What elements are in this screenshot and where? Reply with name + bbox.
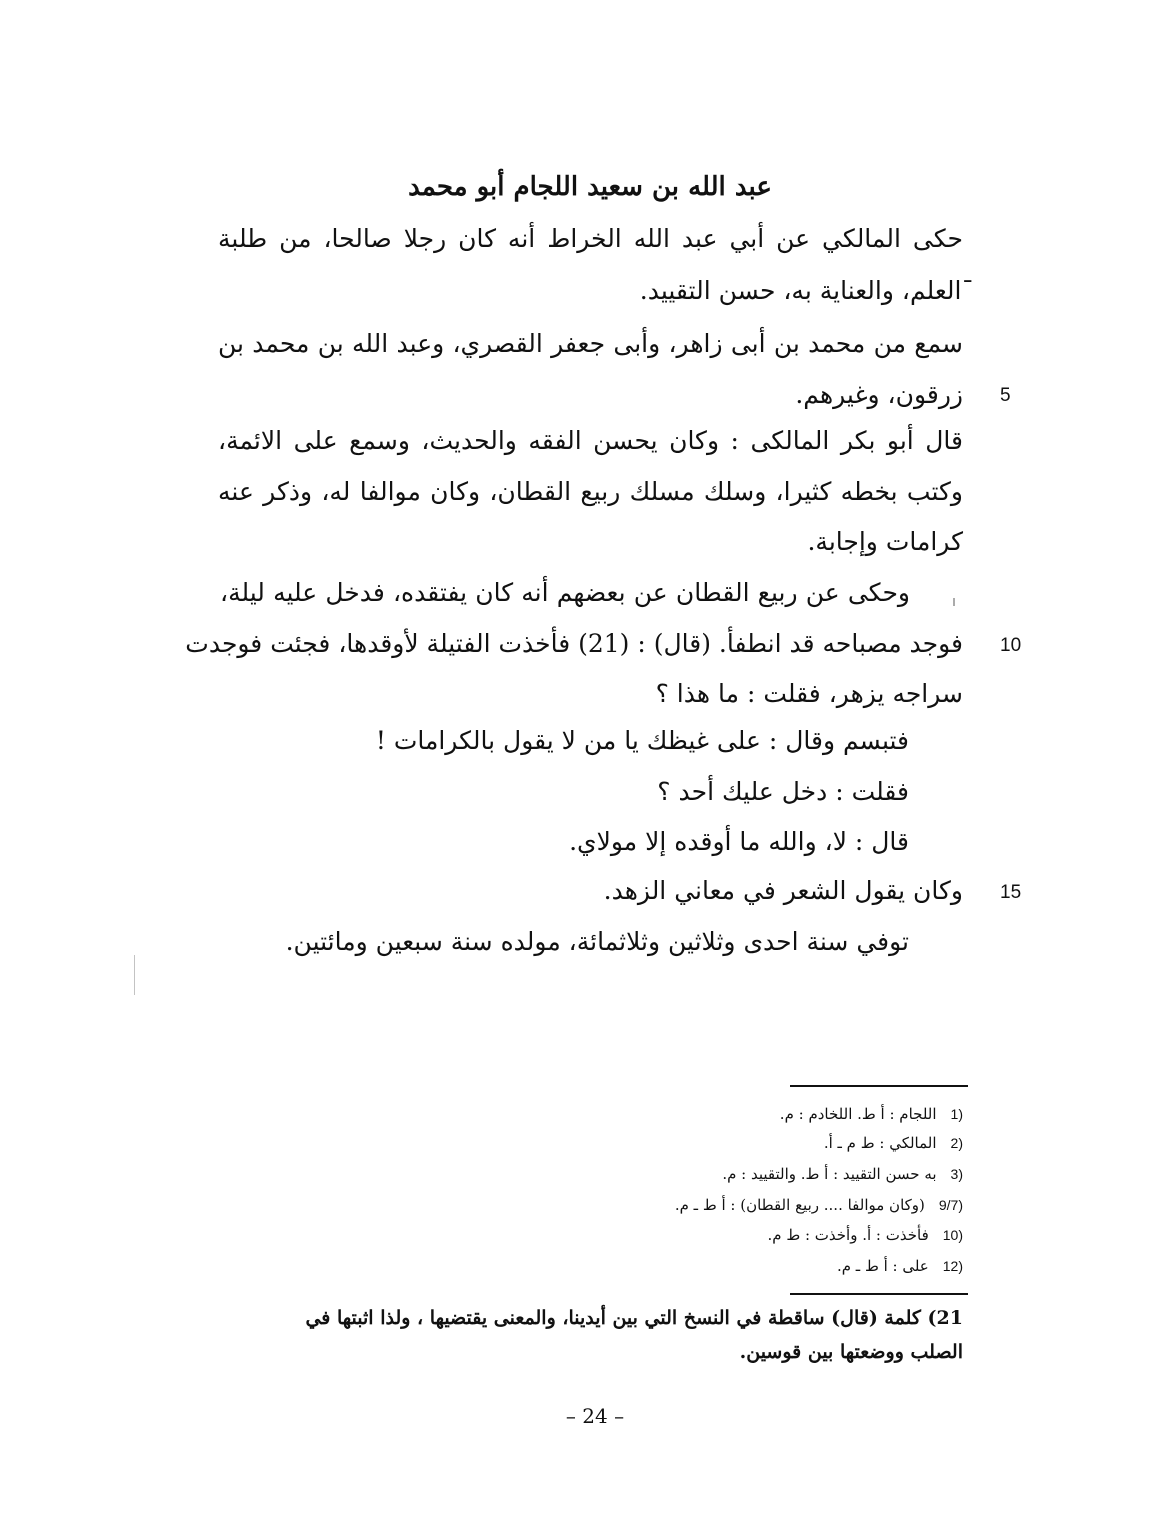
page-number: – 24 – [565,1404,625,1428]
body-line: وكان يقول الشعر في معاني الزهد. [603,876,963,905]
footnote-number: 10) [942,1227,963,1243]
body-line: فتبسم وقال : على غيظك يا من لا يقول بالكرامات ! [375,726,909,755]
body-line: حكى المالكي عن أبي عبد الله الخراط أنه كان رجلا صالحا، من طلبة [218,224,963,253]
footnote-number: 1) [950,1106,963,1122]
footnote-text: به حسن التقييد : أ ط. والتقييد : م. [722,1165,937,1183]
footnote-text: (وكان موالفا .... ربيع القطان) : أ ط ـ م. [674,1196,925,1214]
body-line: فوجد مصباحه قد انطفأ. (قال) : (21) فأخذت الفتيلة لأوقدها، فجئت فوجدت [185,629,963,658]
body-line: فقلت : دخل عليك أحد ؟ [657,777,909,806]
footnote-text: على : أ ط ـ م. [836,1257,929,1275]
scan-artifact [953,598,955,606]
body-line: وكتب بخطه كثيرا، وسلك مسلك ربيع القطان، وكان موالفا له، وذكر عنه [218,477,963,506]
page-title: عبد الله بن سعيد اللجام أبو محمد [408,172,772,202]
footnote-separator [790,1293,968,1295]
editorial-note: 21) كلمة (قال) ساقطة في النسخ التي بين أيدينا، والمعنى يقتضيها ، ولذا اثبتها في [305,1307,963,1329]
body-line: ˉالعلم، والعناية به، حسن التقييد. [639,276,974,305]
body-line: قال : لا، والله ما أوقده إلا مولاي. [569,827,909,856]
footnote [768,1225,964,1245]
footnote [675,1195,963,1215]
footnote-text: فأخذت : أ. وأخذت : ط م. [767,1226,929,1244]
footnote-text: المالكي : ط م ـ أ. [823,1134,937,1152]
body-line: توفي سنة احدى وثلاثين وثلاثمائة، مولده سنة سبعين ومائتين. [285,927,909,956]
footnote [837,1256,963,1276]
body-line: قال أبو بكر المالكى : وكان يحسن الفقه والحديث، وسمع على الائمة، [218,426,963,455]
footnote [780,1104,963,1124]
footnote [824,1133,963,1153]
line-number: 10 [1000,635,1022,656]
body-line: وحكى عن ربيع القطان عن بعضهم أنه كان يفتقده، فدخل عليه ليلة، [220,578,910,607]
body-line: سراجه يزهر، فقلت : ما هذا ؟ [655,679,963,708]
body-line: سمع من محمد بن أبى زاهر، وأبى جعفر القصري، وعبد الله بن محمد بن [218,329,963,358]
body-line: زرقون، وغيرهم. [795,380,963,409]
scan-artifact [134,955,135,995]
editorial-note: الصلب ووضعتها بين قوسين. [739,1341,963,1363]
line-number: 5 [1000,385,1011,406]
footnote-separator [790,1085,968,1087]
footnote-number: 3) [950,1166,963,1182]
footnote-number: 9/7) [938,1197,963,1213]
footnote-number: 12) [942,1258,963,1274]
footnote-text: اللجام : أ ط. اللخادم : م. [779,1105,937,1123]
body-line: كرامات وإجابة. [807,527,963,556]
line-number: 15 [1000,882,1022,903]
footnote [722,1164,963,1184]
footnote-number: 2) [950,1135,963,1151]
